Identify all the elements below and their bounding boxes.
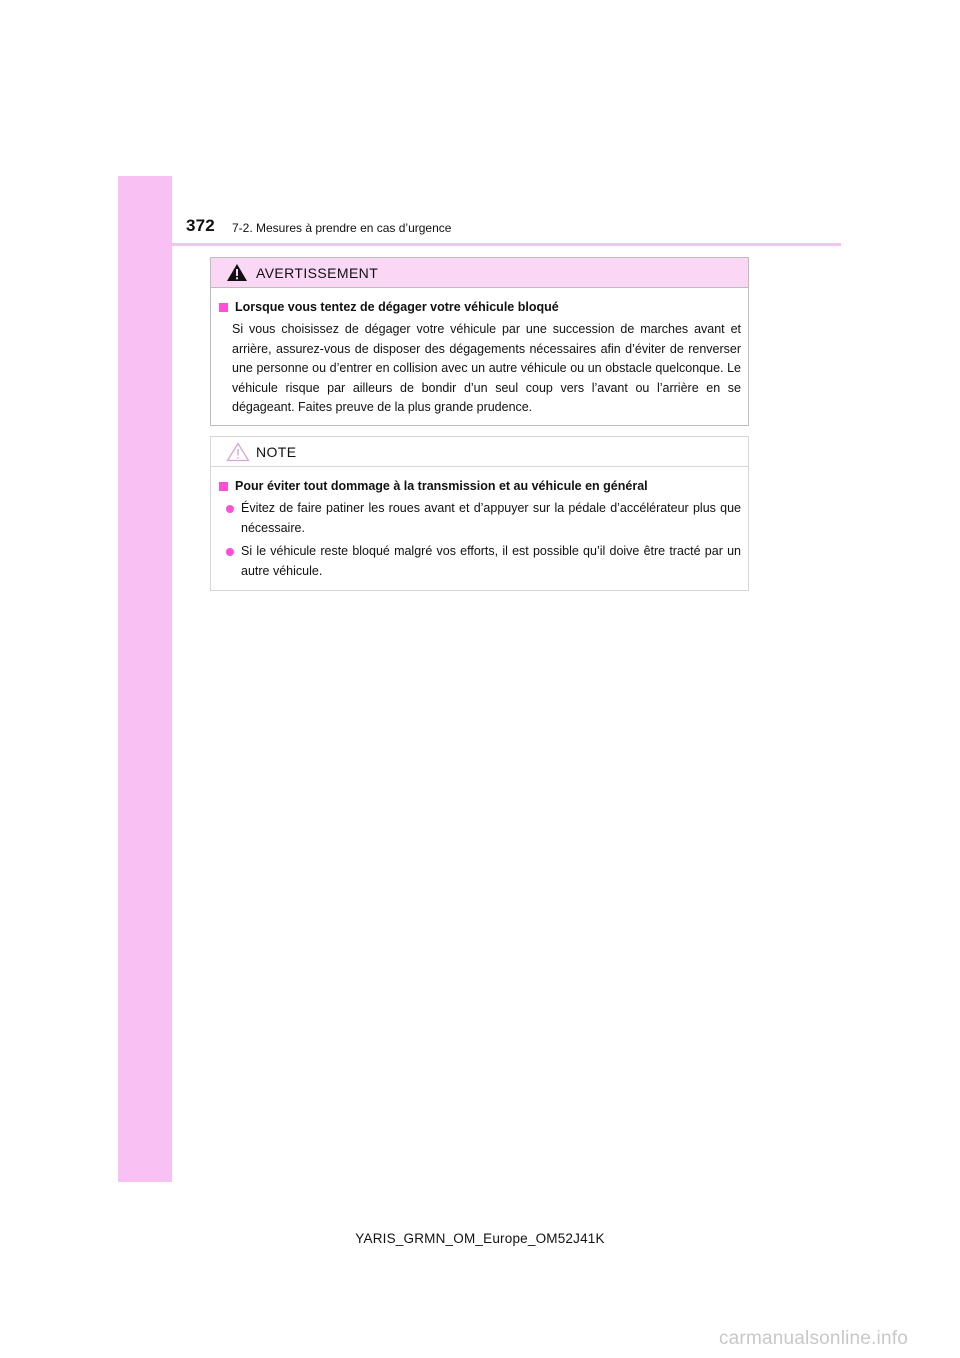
- note-item-title: [219, 479, 741, 493]
- warning-item-title: [219, 300, 741, 314]
- section-title: 7-2. Mesures à prendre en cas d’urgence: [232, 221, 452, 235]
- note-item-title-text: Pour éviter tout dommage à la transmission et au véhicule en général: [235, 479, 648, 493]
- note-header: [211, 437, 748, 467]
- warning-box: [210, 257, 749, 426]
- header-rule: [118, 243, 841, 246]
- warning-paragraph: Si vous choisissez de dégager votre véhicule par une succession de marches avant et arrière, assurez-vous de disposer des dégagements nécessaires afin d’éviter de renverser une personne ou d’entrer en collision avec un autre véhicule ou un obstacle quelconque. Le véhicule risque par ailleurs de bondir d’un seul coup vers l’avant ou l’arrière en se dégageant. Faites preuve de la plus grande prudence.: [232, 322, 741, 414]
- warning-header: [211, 258, 748, 288]
- note-heading: NOTE: [256, 443, 297, 460]
- footer-doc-code: YARIS_GRMN_OM_Europe_OM52J41K: [355, 1231, 605, 1246]
- watermark-text: carmanualsonline.info: [718, 1328, 908, 1349]
- round-bullet-icon: [226, 505, 234, 513]
- note-bullet-item: [226, 499, 741, 538]
- warning-item-title-text: Lorsque vous tentez de dégager votre véhicule bloqué: [235, 300, 559, 314]
- warning-triangle-icon: [226, 262, 252, 284]
- note-box: [210, 436, 749, 591]
- warning-body: [211, 288, 748, 418]
- note-bullet-text: Évitez de faire patiner les roues avant et d’appuyer sur la pédale d’accélérateur plus que nécessaire.: [241, 501, 741, 535]
- note-bullet-text: Si le véhicule reste bloqué malgré vos efforts, il est possible qu’il doive être tracté par un autre véhicule.: [241, 544, 741, 578]
- square-bullet-icon: [219, 303, 228, 312]
- caution-outline-triangle-icon: [226, 441, 252, 463]
- note-bullet-item: [226, 542, 741, 581]
- round-bullet-icon: [226, 548, 234, 556]
- square-bullet-icon: [219, 482, 228, 491]
- chapter-side-tab: [118, 176, 172, 1182]
- note-body: [211, 467, 748, 581]
- warning-heading: AVERTISSEMENT: [256, 264, 379, 281]
- page-number: 372: [186, 216, 215, 235]
